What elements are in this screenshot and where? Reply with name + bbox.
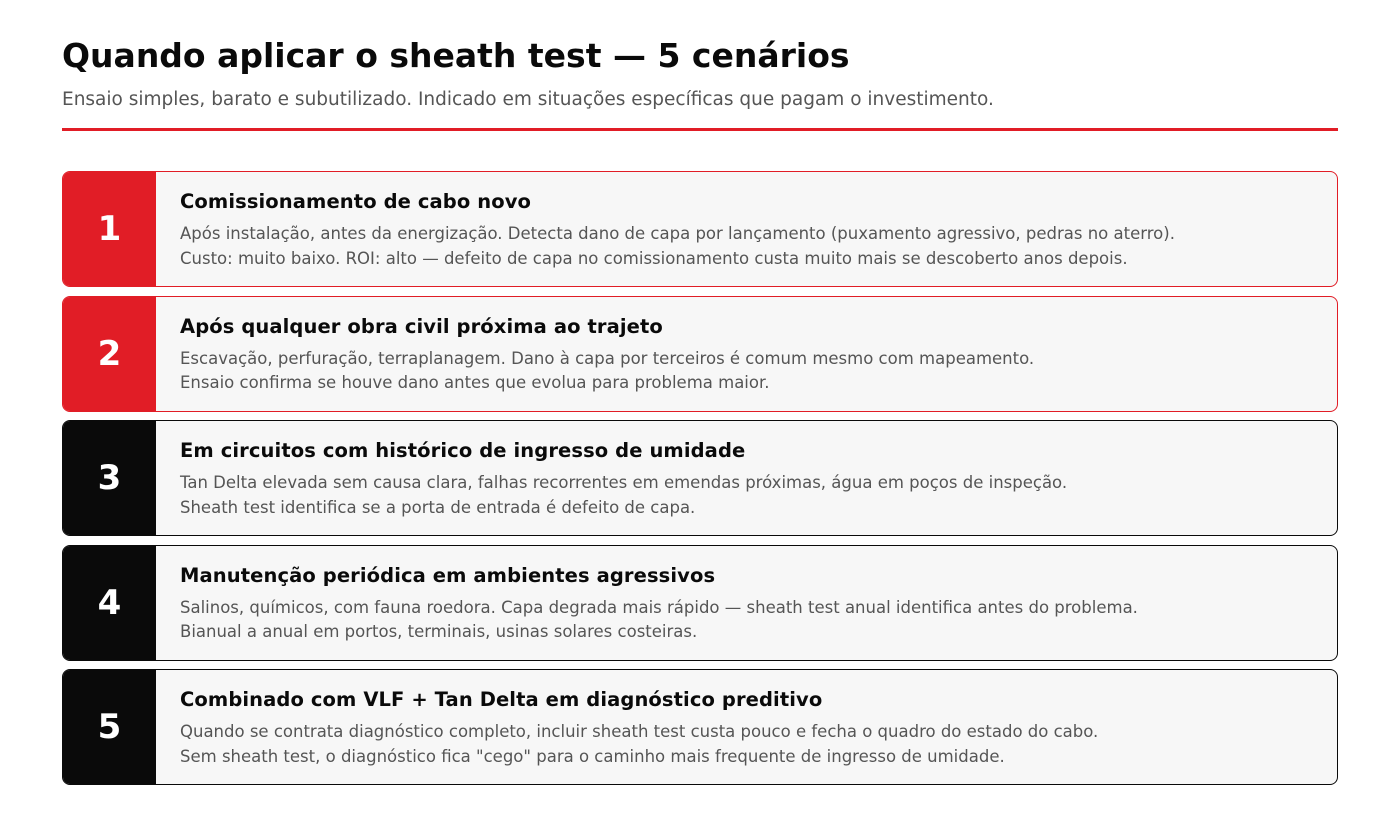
scenario-description-line-1: Tan Delta elevada sem causa clara, falhas recorrentes em emendas próximas, água em poços de inspeção. — [180, 473, 1068, 492]
page-subtitle: Ensaio simples, barato e subutilizado. Indicado em situações específicas que pagam o investimento. — [62, 89, 994, 110]
scenario-description-line-1: Escavação, perfuração, terraplanagem. Dano à capa por terceiros é comum mesmo com mapeamento. — [180, 348, 1035, 368]
scenario-card-5 — [62, 669, 1338, 785]
scenario-number-badge: 3 — [63, 421, 156, 535]
scenario-description-line-1: Quando se contrata diagnóstico completo, incluir sheath test custa pouco e fecha o quadro do estado do cabo. — [180, 722, 1099, 741]
scenario-description-line-2: Ensaio confirma se houve dano antes que evolua para problema maior. — [180, 373, 770, 392]
scenario-card-2 — [62, 296, 1338, 412]
scenario-description-line-2: Sheath test identifica se a porta de entrada é defeito de capa. — [180, 497, 696, 517]
page-title: Quando aplicar o sheath test — 5 cenários — [62, 36, 850, 75]
scenario-card-4 — [62, 545, 1338, 661]
scenario-description-line-2: Bianual a anual em portos, terminais, usinas solares costeiras. — [180, 622, 698, 641]
scenario-description-line-1: Salinos, químicos, com fauna roedora. Capa degrada mais rápido — sheath test anual identifica antes do problema. — [180, 597, 1138, 617]
scenario-description-line-2: Custo: muito baixo. ROI: alto — defeito de capa no comissionamento custa muito mais se descoberto anos depois. — [180, 248, 1128, 268]
scenario-number-badge: 1 — [63, 172, 156, 286]
scenario-list — [62, 171, 1338, 794]
scenario-description-line-1: Após instalação, antes da energização. Detecta dano de capa por lançamento (puxamento agressivo, pedras no aterro). — [180, 224, 1175, 243]
scenario-card-1 — [62, 171, 1338, 287]
scenario-title: Combinado com VLF + Tan Delta em diagnóstico preditivo — [180, 688, 823, 711]
scenario-description-line-2: Sem sheath test, o diagnóstico fica "cego" para o caminho mais frequente de ingresso de umidade. — [180, 746, 1005, 766]
scenario-title: Após qualquer obra civil próxima ao trajeto — [180, 314, 663, 338]
scenario-number-badge: 2 — [63, 297, 156, 411]
title-divider — [62, 128, 1338, 131]
scenario-card-3 — [62, 420, 1338, 536]
scenario-number-badge: 5 — [63, 670, 156, 784]
scenario-title: Manutenção periódica em ambientes agressivos — [180, 563, 716, 587]
scenario-number-badge: 4 — [63, 546, 156, 660]
scenario-title: Em circuitos com histórico de ingresso de umidade — [180, 439, 746, 462]
scenario-title: Comissionamento de cabo novo — [180, 190, 532, 213]
